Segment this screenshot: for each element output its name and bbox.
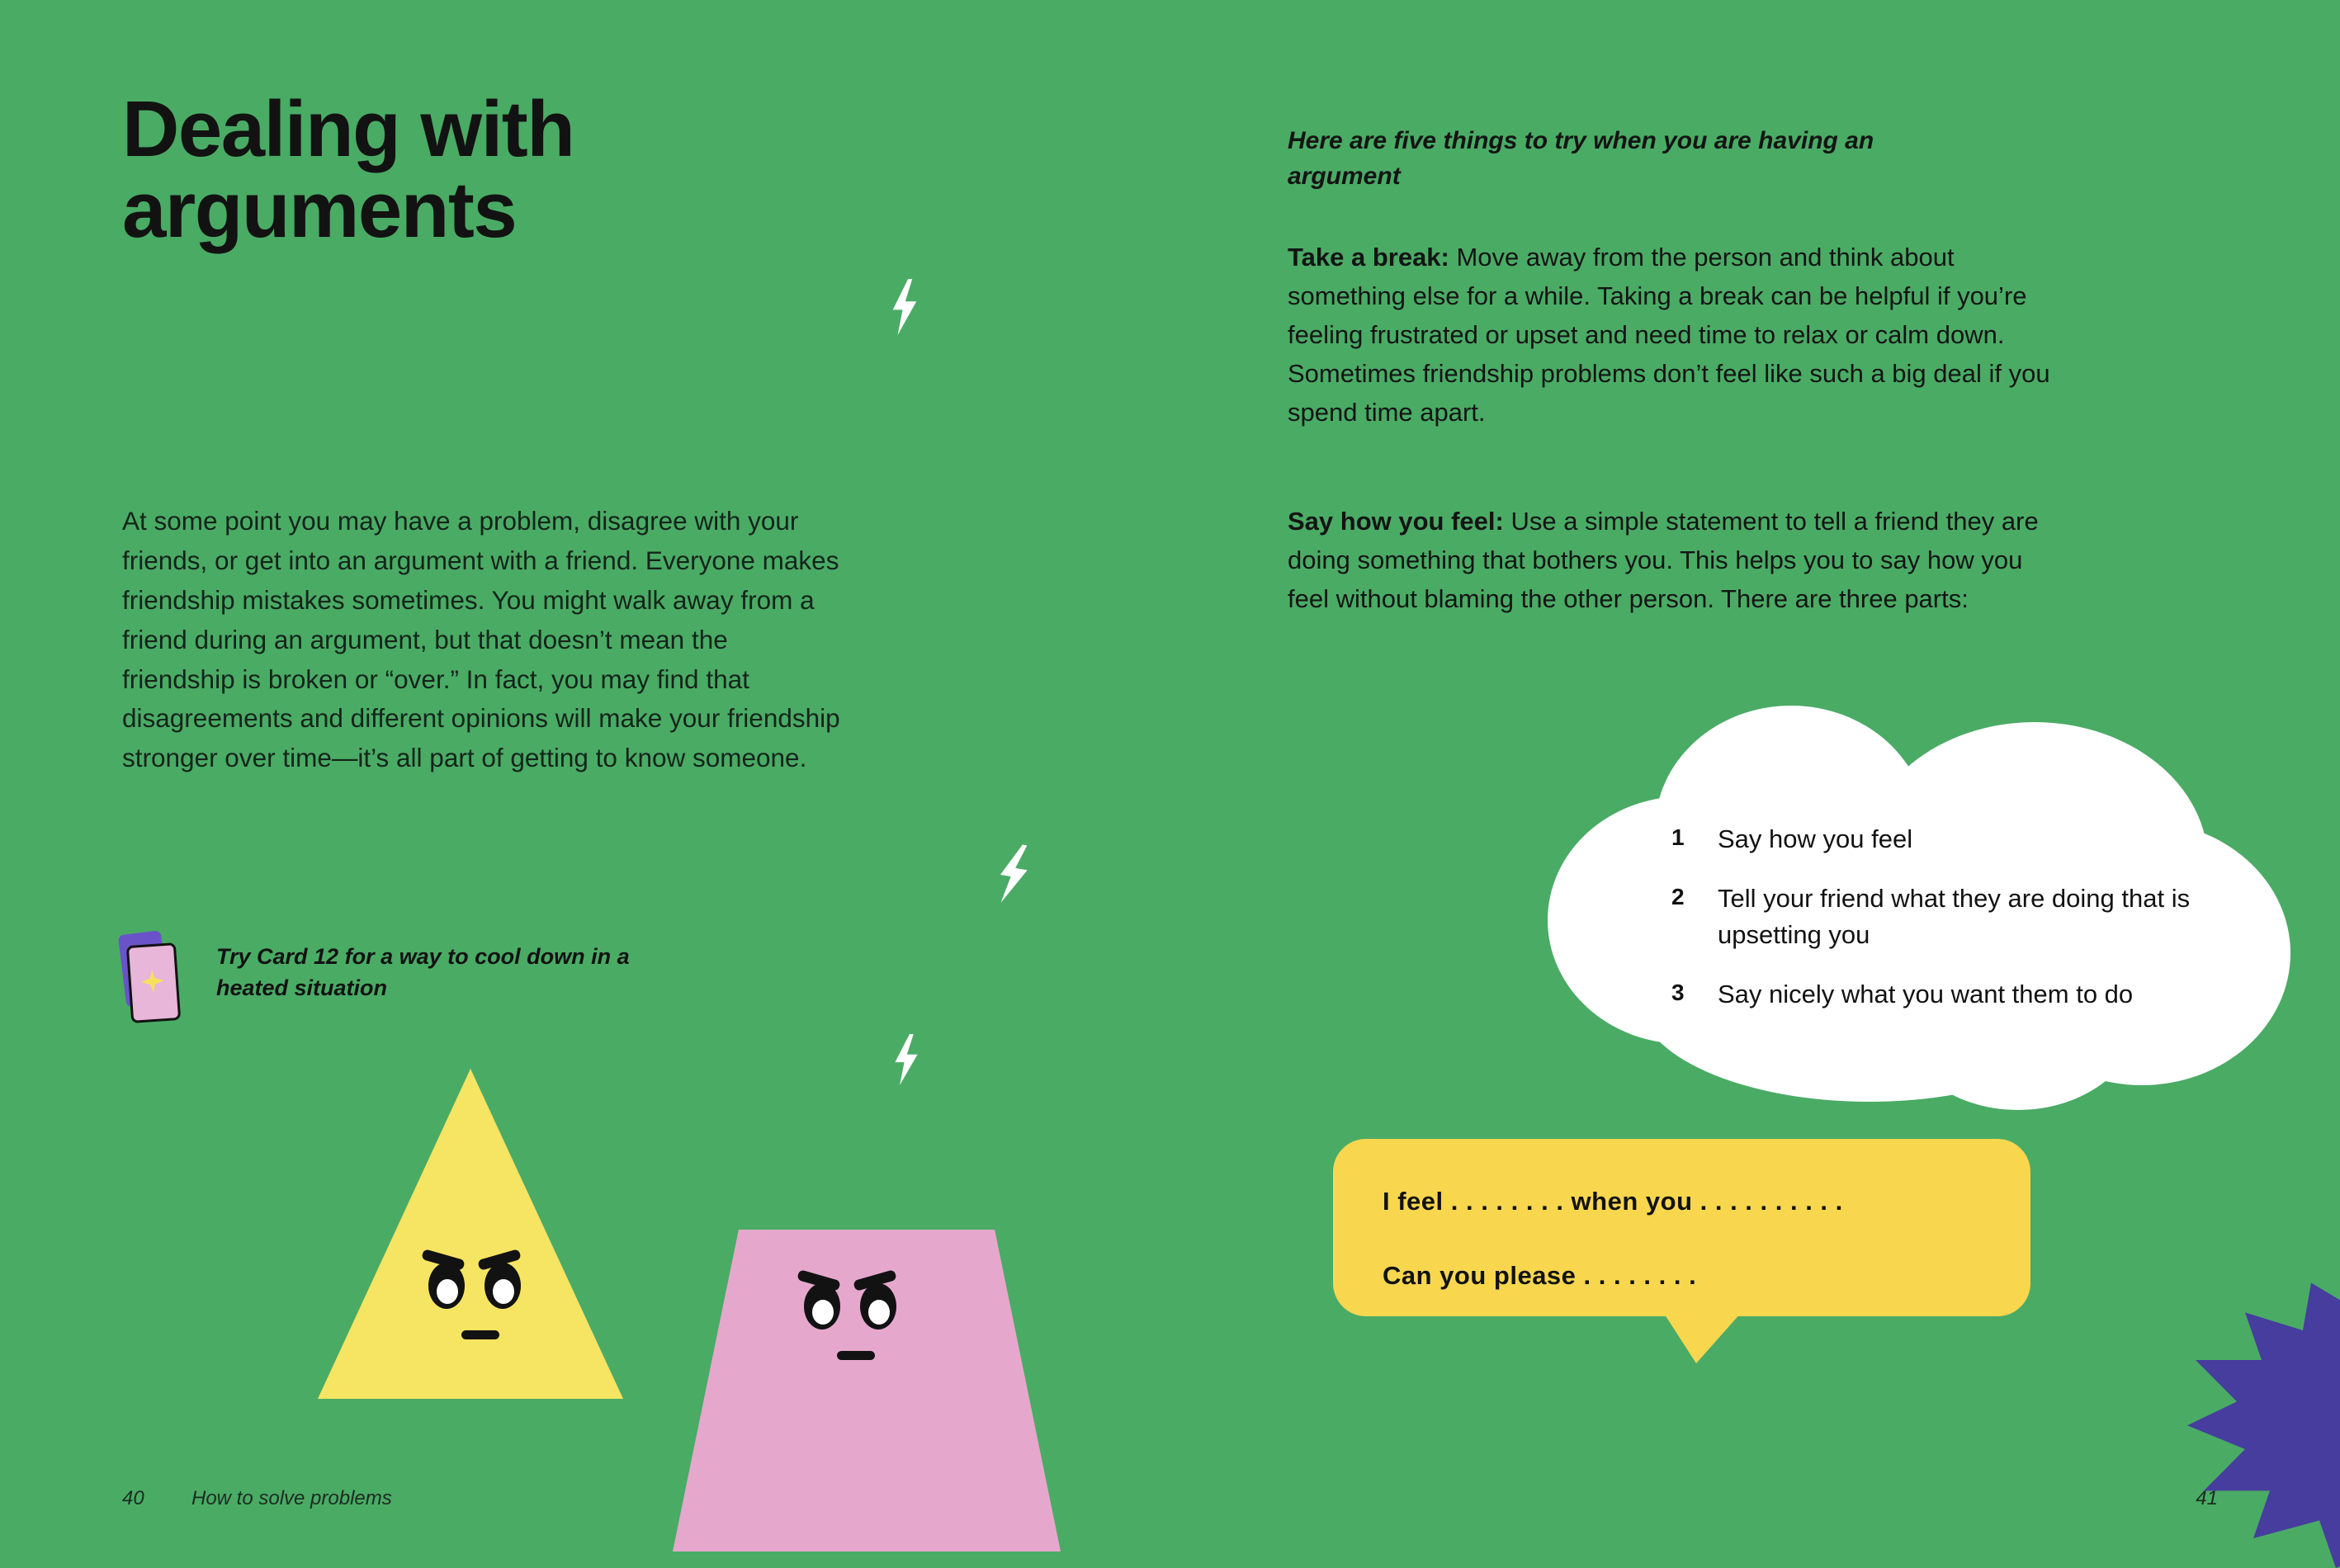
eye: [804, 1283, 840, 1329]
list-text: Tell your friend what they are doing that is upsetting you: [1718, 884, 2191, 950]
speech-line-one: I feel . . . . . . . . when you . . . . . . . . . .: [1383, 1187, 1843, 1216]
trapezoid-face: [801, 1275, 916, 1366]
spiky-shape: [2187, 1271, 2340, 1568]
list-number: 1: [1671, 824, 1685, 850]
lightning-bolt-icon: [990, 841, 1038, 908]
page-title: Dealing with arguments: [122, 85, 574, 254]
tip-text: Use a simple statement to tell a friend they are doing something that bothers you. This helps you to say how you feel without blaming the other person. There are three parts:: [1288, 507, 2039, 614]
pupil: [493, 1279, 514, 1304]
folio-number-left: 40: [122, 1487, 144, 1509]
right-intro-heading: Here are five things to try when you are having an argument: [1288, 127, 1874, 190]
list-item: [1671, 821, 2200, 857]
angry-trapezoid-character: [673, 1230, 1061, 1551]
list-number: 2: [1671, 884, 1685, 910]
list-text: Say how you feel: [1718, 824, 1913, 853]
playing-card-icon: [116, 933, 188, 1019]
lightning-bolt-icon: [887, 279, 922, 335]
tip-take-a-break: [1288, 238, 2063, 432]
folio-number-right: 41: [2196, 1487, 2218, 1509]
tip-label: Take a break:: [1288, 243, 1449, 272]
cloud-content: [1647, 772, 2224, 1069]
mouth: [461, 1330, 499, 1339]
running-head-left: How to solve problems: [191, 1487, 392, 1509]
try-card-tip: Try Card 12 for a way to cool down in a heated situation: [216, 944, 630, 1001]
spiky-purple-character: [2187, 1271, 2340, 1568]
list-item: [1671, 881, 2200, 953]
pupil: [812, 1300, 834, 1325]
speech-line-two: Can you please . . . . . . . .: [1383, 1261, 1697, 1290]
list-number: 3: [1671, 980, 1685, 1006]
eye: [860, 1283, 896, 1329]
tip-say-how-you-feel: [1288, 502, 2063, 618]
tip-label: Say how you feel:: [1288, 507, 1504, 536]
three-parts-list: [1671, 821, 2200, 1036]
eye: [485, 1263, 521, 1309]
card-front-shape: [126, 942, 181, 1023]
sparkle-icon: [140, 969, 165, 994]
tip-text: Move away from the person and think about something else for a while. Taking a break can be helpful if you’re feeling frustrated or upset and need time to relax or calm down. Sometimes friendship problems don’t feel like such a big deal if you spend time apart.: [1288, 243, 2050, 427]
cloud-callout: [1548, 706, 2295, 1135]
triangle-face: [425, 1254, 541, 1345]
list-item: [1671, 976, 2200, 1013]
left-body-paragraph: At some point you may have a problem, disagree with your friends, or get into an argument with a friend. Everyone makes friendship mistakes sometimes. You might walk away from a friend during an argument, but that doesn’t mean the friendship is broken or “over.” In fact, you may find that disagreements and different opinions will make your friendship stronger over time—it’s all part of getting to know someone.: [122, 506, 840, 773]
pupil: [437, 1279, 458, 1304]
right-page: [1263, 0, 2340, 1560]
mouth: [837, 1351, 875, 1360]
list-text: Say nicely what you want them to do: [1718, 980, 2134, 1009]
lightning-bolt-icon: [890, 1034, 923, 1085]
eye: [428, 1263, 465, 1309]
triangle-shape: [318, 1069, 623, 1399]
pupil: [868, 1300, 890, 1325]
speech-bubble-tail: [1663, 1312, 1742, 1363]
angry-triangle-character: [318, 1069, 623, 1399]
speech-bubble: [1333, 1139, 2030, 1316]
